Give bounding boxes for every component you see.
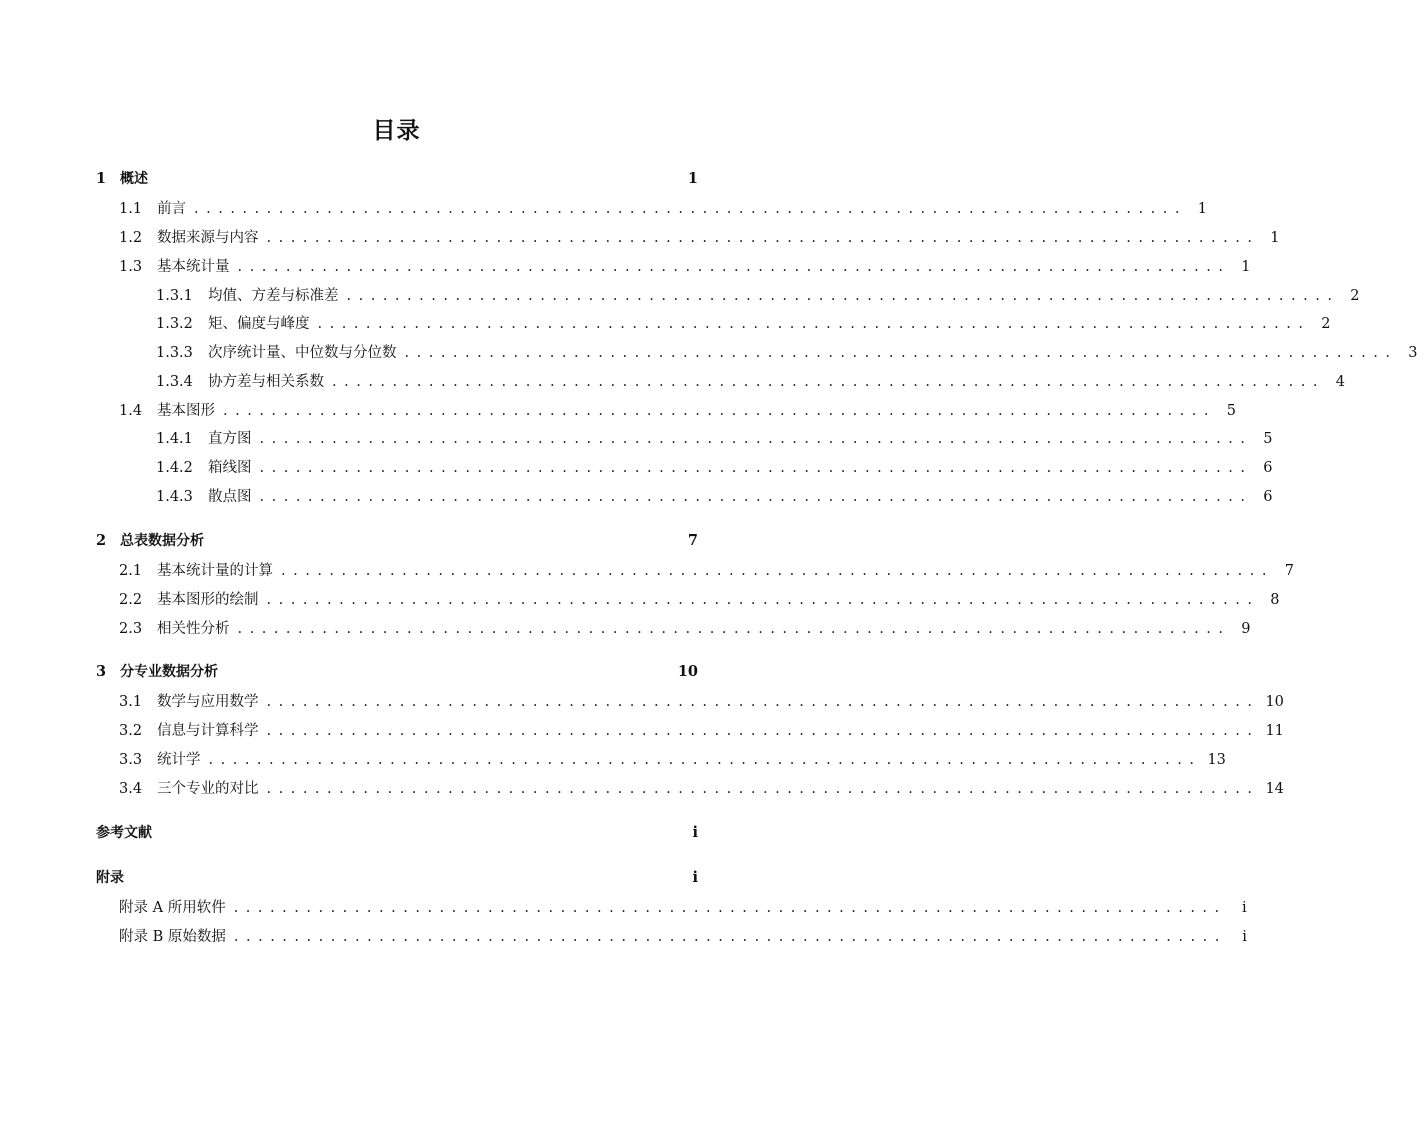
toc-entry-number: 1.2 bbox=[119, 230, 143, 246]
toc-entry-page: 1 bbox=[687, 170, 698, 187]
toc-entry-1-3-2[interactable] bbox=[96, 312, 1331, 334]
toc-entry-title: 基本图形的绘制 bbox=[157, 592, 259, 608]
dot-leader: .................................................................................. bbox=[266, 781, 1260, 797]
toc-entry-title: 基本图形 bbox=[157, 403, 215, 419]
toc-entry-1-3[interactable] bbox=[96, 255, 1251, 277]
toc-entry-page: 8 bbox=[1270, 592, 1280, 608]
dot-leader: .................................................................................. bbox=[233, 929, 1227, 945]
toc-entry-title: 总表数据分析 bbox=[120, 533, 204, 549]
toc-entry-page: 7 bbox=[1284, 563, 1294, 579]
toc-entry-2-2[interactable] bbox=[96, 588, 1280, 610]
dot-leader: .................................................................................. bbox=[208, 752, 1202, 768]
dot-leader: .................................................................................. bbox=[259, 460, 1253, 476]
toc-entry-3-1[interactable] bbox=[96, 690, 1284, 712]
toc-entry-number: 1.4.2 bbox=[156, 460, 193, 476]
toc-entry-page: 3 bbox=[1408, 345, 1417, 361]
toc-entry-page: 9 bbox=[1241, 621, 1251, 637]
dot-leader: .................................................................................. bbox=[332, 374, 1325, 390]
toc-entry-page: 2 bbox=[1321, 316, 1331, 332]
toc-entry-1-4-3[interactable] bbox=[96, 485, 1273, 507]
toc-entry-page: 1 bbox=[1270, 230, 1280, 246]
dot-leader: .................................................................................. bbox=[259, 489, 1253, 505]
toc-entry-page: 5 bbox=[1263, 431, 1273, 447]
toc-entry-section-1[interactable] bbox=[96, 168, 698, 190]
toc-entry-3-2[interactable] bbox=[96, 719, 1284, 741]
toc-entry-number: 1.4.3 bbox=[156, 489, 193, 505]
dot-leader: .................................................................................. bbox=[404, 345, 1398, 361]
toc-entry-title: 分专业数据分析 bbox=[120, 664, 218, 680]
toc-entry-number: 1.4 bbox=[119, 403, 143, 419]
toc-entry-number: 3.1 bbox=[119, 694, 143, 710]
toc-entry-title: 附录 B 原始数据 bbox=[119, 929, 226, 945]
toc-entry-section-2[interactable] bbox=[96, 530, 698, 552]
toc-entry-page: i bbox=[692, 869, 698, 886]
toc-entry-3-3[interactable] bbox=[96, 748, 1226, 770]
toc-entry-title: 附录 A 所用软件 bbox=[119, 900, 226, 916]
toc-entry-1-4[interactable] bbox=[96, 399, 1236, 421]
toc-entry-title: 矩、偏度与峰度 bbox=[208, 316, 310, 332]
dot-leader: .................................................................................. bbox=[237, 621, 1231, 637]
toc-entry-page: 11 bbox=[1265, 723, 1284, 739]
dot-leader: .................................................................................. bbox=[266, 694, 1260, 710]
toc-entry-title: 散点图 bbox=[208, 489, 252, 505]
toc-entry-number: 3.4 bbox=[119, 781, 143, 797]
dot-leader: .................................................................................. bbox=[223, 403, 1216, 419]
dot-leader: .................................................................................. bbox=[281, 563, 1274, 579]
toc-entry-page: 10 bbox=[1265, 694, 1284, 710]
toc-entry-page: 1 bbox=[1197, 201, 1207, 217]
toc-entry-title: 参考文献 bbox=[96, 825, 152, 841]
toc-entry-title: 基本统计量 bbox=[157, 259, 230, 275]
page-title: 目录 bbox=[372, 118, 421, 144]
toc-entry-section-3[interactable] bbox=[96, 661, 698, 683]
toc-entry-page: 7 bbox=[687, 532, 698, 549]
toc-entry-1-3-4[interactable] bbox=[96, 370, 1345, 392]
toc-entry-number: 1 bbox=[96, 170, 107, 187]
dot-leader: .................................................................................. bbox=[266, 230, 1260, 246]
toc-entry-title: 协方差与相关系数 bbox=[208, 374, 324, 390]
toc-entry-number: 1.3.4 bbox=[156, 374, 193, 390]
toc-entry-number: 1.3.1 bbox=[156, 288, 193, 304]
toc-entry-title: 三个专业的对比 bbox=[157, 781, 259, 797]
toc-entry-title: 附录 bbox=[96, 870, 124, 886]
toc-entry-page: i bbox=[1242, 900, 1247, 916]
toc-entry-1-2[interactable] bbox=[96, 226, 1280, 248]
toc-entry-1-4-2[interactable] bbox=[96, 456, 1273, 478]
toc-entry-number: 2.2 bbox=[119, 592, 143, 608]
toc-entry-number: 3.2 bbox=[119, 723, 143, 739]
toc-entry-page: 6 bbox=[1263, 460, 1273, 476]
toc-entry-title: 直方图 bbox=[208, 431, 252, 447]
toc-entry-title: 数据来源与内容 bbox=[157, 230, 259, 246]
toc-entry-number: 3 bbox=[96, 663, 107, 680]
toc-entry-number: 2.1 bbox=[119, 563, 143, 579]
toc-entry-number: 2 bbox=[96, 532, 107, 549]
toc-entry-number: 1.1 bbox=[119, 201, 143, 217]
toc-entry-page: 2 bbox=[1350, 288, 1360, 304]
dot-leader: .................................................................................. bbox=[317, 316, 1311, 332]
toc-entry-title: 统计学 bbox=[157, 752, 201, 768]
toc-entry-number: 1.3 bbox=[119, 259, 143, 275]
toc-entry-appendix-b[interactable] bbox=[96, 925, 1247, 947]
dot-leader: .................................................................................. bbox=[259, 431, 1253, 447]
toc-entry-number: 1.4.1 bbox=[156, 431, 193, 447]
toc-entry-title: 次序统计量、中位数与分位数 bbox=[208, 345, 397, 361]
toc-entry-page: i bbox=[692, 824, 698, 841]
toc-entry-number: 1.3.2 bbox=[156, 316, 193, 332]
toc-entry-page: 6 bbox=[1263, 489, 1273, 505]
toc-entry-appendix[interactable] bbox=[96, 867, 698, 889]
toc-entry-title: 均值、方差与标准差 bbox=[208, 288, 339, 304]
toc-entry-title: 基本统计量的计算 bbox=[157, 563, 273, 579]
toc-entry-1-1[interactable] bbox=[96, 197, 1207, 219]
dot-leader: .................................................................................. bbox=[194, 201, 1187, 217]
toc-entry-page: 5 bbox=[1226, 403, 1236, 419]
toc-entry-appendix-a[interactable] bbox=[96, 896, 1247, 918]
toc-entry-page: i bbox=[1242, 929, 1247, 945]
dot-leader: .................................................................................. bbox=[237, 259, 1231, 275]
toc-entry-title: 概述 bbox=[120, 171, 148, 187]
toc-entry-title: 前言 bbox=[157, 201, 186, 217]
toc-entry-title: 数学与应用数学 bbox=[157, 694, 259, 710]
toc-entry-page: 13 bbox=[1207, 752, 1226, 768]
toc-entry-title: 箱线图 bbox=[208, 460, 252, 476]
toc-entry-number: 3.3 bbox=[119, 752, 143, 768]
dot-leader: .................................................................................. bbox=[266, 592, 1260, 608]
toc-entry-2-3[interactable] bbox=[96, 617, 1251, 639]
toc-entry-number: 1.3.3 bbox=[156, 345, 193, 361]
toc-entry-references[interactable] bbox=[96, 822, 698, 844]
toc-entry-title: 信息与计算科学 bbox=[157, 723, 259, 739]
toc-entry-page: 10 bbox=[677, 663, 698, 680]
dot-leader: .................................................................................. bbox=[266, 723, 1260, 739]
toc-entry-page: 1 bbox=[1241, 259, 1251, 275]
toc-entry-page: 4 bbox=[1335, 374, 1345, 390]
dot-leader: .................................................................................. bbox=[233, 900, 1227, 916]
toc-entry-3-4[interactable] bbox=[96, 777, 1284, 799]
toc-entry-1-3-1[interactable] bbox=[96, 284, 1360, 306]
toc-entry-page: 14 bbox=[1265, 781, 1284, 797]
toc-entry-1-4-1[interactable] bbox=[96, 427, 1273, 449]
toc-entry-1-3-3[interactable] bbox=[96, 341, 1417, 363]
toc-entry-2-1[interactable] bbox=[96, 559, 1294, 581]
toc-entry-number: 2.3 bbox=[119, 621, 143, 637]
dot-leader: .................................................................................. bbox=[346, 288, 1340, 304]
toc-entry-title: 相关性分析 bbox=[157, 621, 230, 637]
